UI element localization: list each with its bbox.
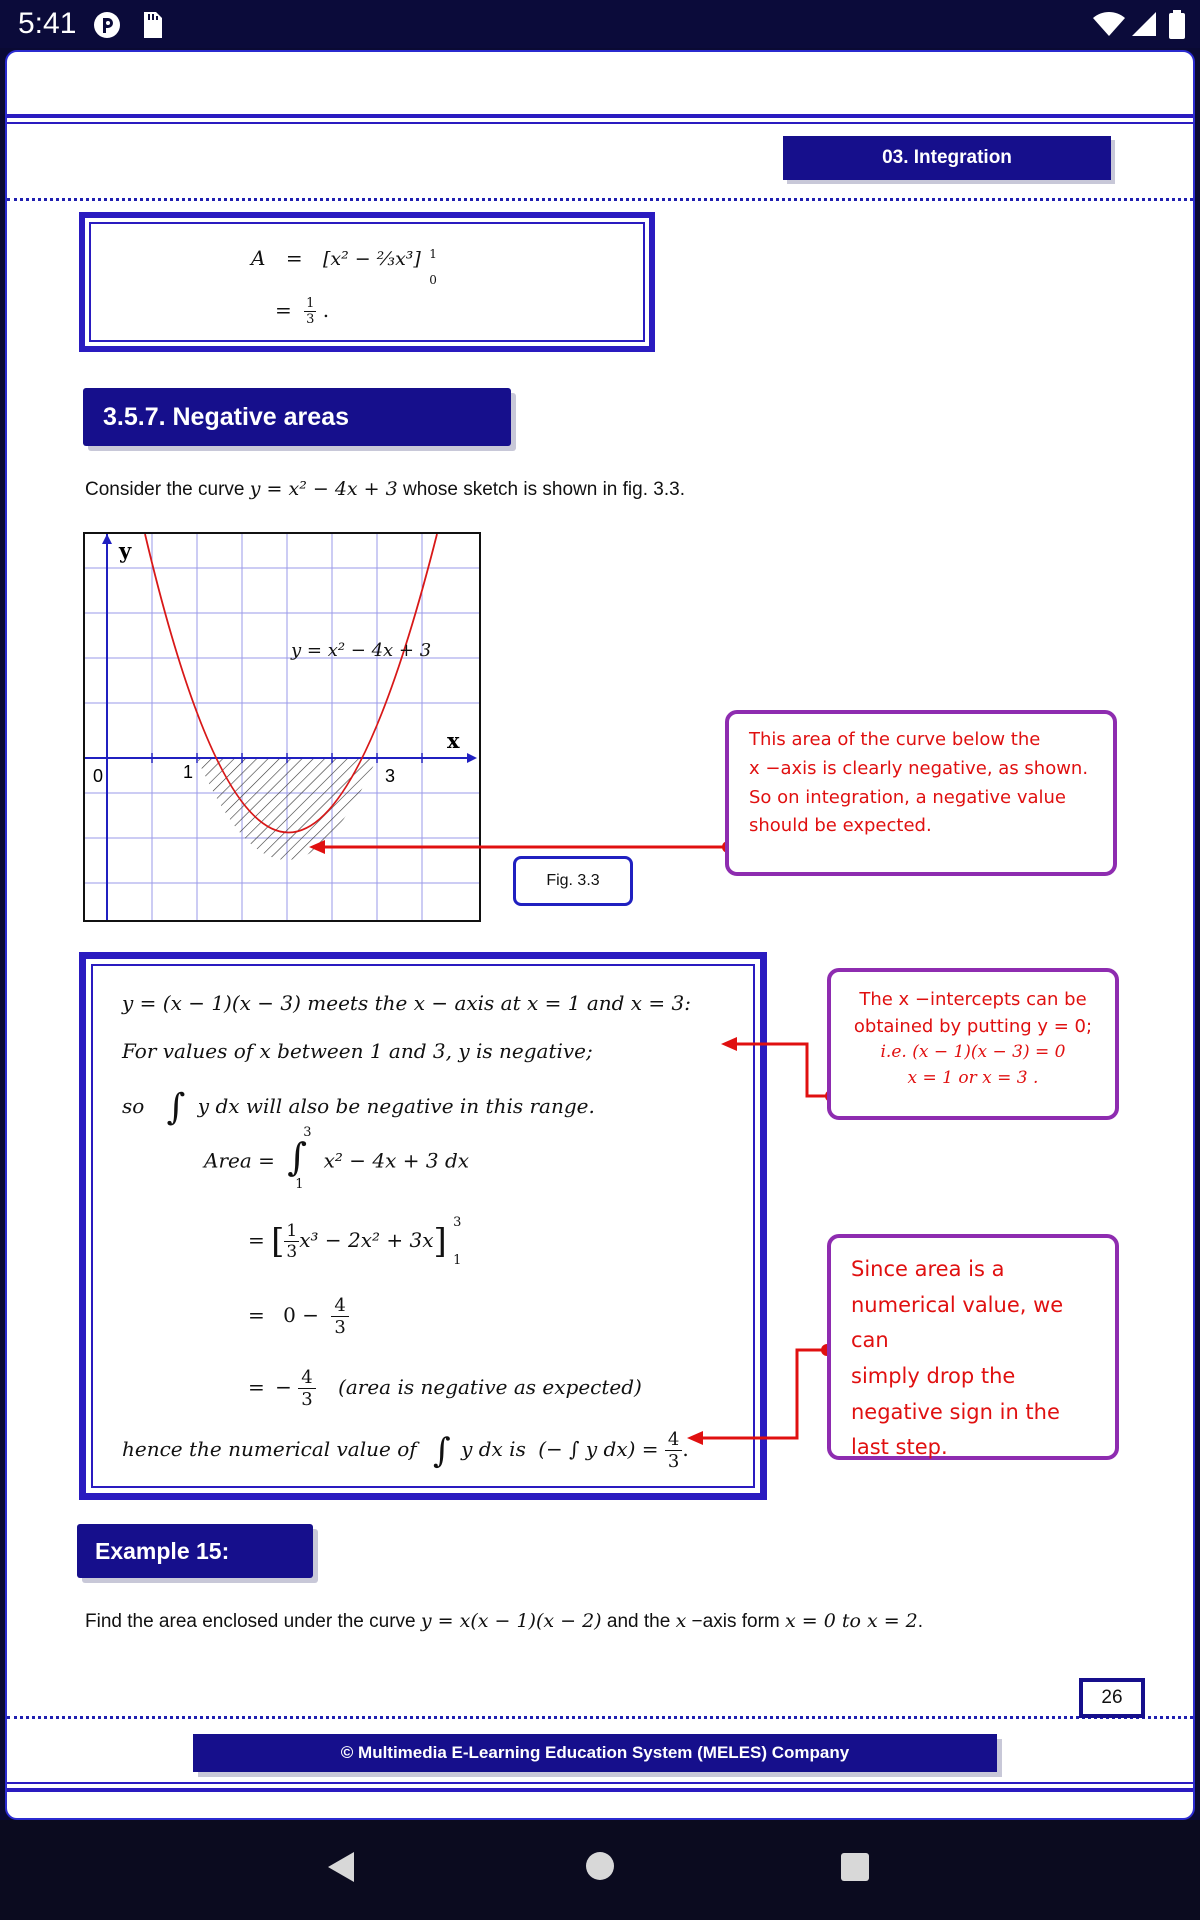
integrand: x² − 4x + 3 dx xyxy=(323,1148,470,1173)
header-rule xyxy=(7,114,1193,118)
area-symbol: A xyxy=(251,246,266,270)
footer-dotted-rule xyxy=(7,1716,1193,1720)
x-symbol: x xyxy=(675,1610,687,1632)
callout-line: numerical value, we can xyxy=(851,1292,1064,1353)
evaluation-line xyxy=(248,1295,349,1338)
footer-rule xyxy=(7,1782,1193,1784)
example-text-start: Find the area enclosed under the curve xyxy=(85,1611,421,1632)
fraction-numerator: 4 xyxy=(331,1295,348,1317)
origin-label: 0 xyxy=(93,766,104,786)
back-button[interactable] xyxy=(324,1850,358,1889)
tick-label-3: 3 xyxy=(385,766,396,786)
upper-limit: 3 xyxy=(303,1125,312,1140)
conclusion-paren: (− ∫ y dx) = xyxy=(538,1437,659,1461)
example-text-mid2: −axis form xyxy=(686,1611,786,1632)
result-line xyxy=(248,1367,642,1410)
callout-line: i.e. (x − 1)(x − 3) = 0 xyxy=(880,1042,1066,1062)
antiderivative-line: = [ $\frac{1}{3}$ x³ − 2x² + 3x] 3 1 xyxy=(248,1214,462,1268)
result-note: (area is negative as expected) xyxy=(338,1375,642,1399)
zero-minus: 0 − xyxy=(283,1303,319,1327)
working-box xyxy=(79,952,767,1500)
figure-label: Fig. 3.3 xyxy=(513,856,633,906)
intro-text: Consider the curve xyxy=(85,479,250,500)
home-icon xyxy=(584,1850,616,1882)
example-title: Example 15: xyxy=(77,1524,313,1578)
fraction-numerator: 1 xyxy=(286,1221,298,1241)
fraction-denominator: 3 xyxy=(286,1242,298,1262)
page-number: 26 xyxy=(1079,1678,1145,1718)
callout-line: This area of the curve below the xyxy=(749,729,1041,750)
y-axis-label: y xyxy=(119,538,132,563)
callout-line: So on integration, a negative value xyxy=(749,786,1066,808)
lower-limit: 0 xyxy=(429,273,437,287)
conclusion-line xyxy=(122,1429,689,1472)
status-time: 5:41 xyxy=(18,7,77,40)
fraction-numerator: 1 xyxy=(306,296,315,311)
lower-limit: 1 xyxy=(295,1177,304,1192)
bracket-expression: [x² − ⅔x³] xyxy=(322,248,421,270)
curve-label: y = x² − 4x + 3 xyxy=(291,640,432,661)
app-notification-icon xyxy=(92,10,122,45)
working-line-2: For values of x between 1 and 3, y is negative; xyxy=(122,1039,593,1063)
example-equation: y = x(x − 1)(x − 2) xyxy=(420,1610,602,1632)
equals-sign: = xyxy=(248,1375,265,1399)
fraction-denominator: 3 xyxy=(306,312,315,327)
intro-equation: y = x² − 4x + 3 xyxy=(249,478,398,500)
lower-limit: 1 xyxy=(453,1252,462,1268)
navigation-bar xyxy=(0,1820,1200,1920)
callout-line: obtained by putting y = 0; xyxy=(853,1016,1093,1037)
callout-drop-sign xyxy=(827,1234,1119,1460)
footer-rule-thick xyxy=(7,1788,1193,1792)
callout-line: last step. xyxy=(851,1435,948,1460)
callout-line: The x −intercepts can be xyxy=(859,989,1087,1010)
sd-card-icon xyxy=(140,10,164,45)
battery-icon xyxy=(1168,10,1186,45)
header-dotted-rule xyxy=(7,198,1193,202)
callout-negative-area xyxy=(725,710,1117,876)
fraction-numerator: 4 xyxy=(298,1367,315,1389)
fraction-numerator: 4 xyxy=(665,1429,682,1451)
antiderivative-expr: x³ − 2x² + 3x xyxy=(299,1228,434,1252)
equals-sign: = xyxy=(248,1303,265,1327)
integral-sign: ∫ xyxy=(166,1087,186,1128)
recents-icon xyxy=(840,1852,870,1882)
header-rule-thin xyxy=(7,122,1193,124)
fraction-denominator: 3 xyxy=(334,1317,346,1338)
example-text xyxy=(85,1610,923,1633)
working-line-1: y = (x − 1)(x − 3) meets the x − axis at x = 1 and x = 3: xyxy=(122,991,692,1015)
so-text: so xyxy=(122,1094,145,1118)
back-icon xyxy=(324,1850,358,1884)
curve-graph xyxy=(83,532,481,922)
callout-line: x = 1 or x = 3 . xyxy=(907,1067,1039,1088)
callout-intercepts xyxy=(827,968,1119,1120)
recents-button[interactable] xyxy=(840,1852,870,1887)
intro-text-end: whose sketch is shown in fig. 3.3. xyxy=(397,479,685,500)
equals-sign: = xyxy=(285,246,303,270)
fraction-denominator: 3 xyxy=(301,1389,313,1410)
signal-icon xyxy=(1130,10,1158,43)
wifi-icon xyxy=(1092,10,1126,43)
callout-line: should be expected. xyxy=(749,815,932,837)
grid-lines xyxy=(85,534,479,920)
callout-line: negative sign in the xyxy=(851,1399,1060,1424)
intro-paragraph xyxy=(85,478,685,501)
graph-svg xyxy=(85,534,479,920)
callout-line: x −axis is clearly negative, as shown. xyxy=(749,757,1089,779)
area-integral xyxy=(204,1125,470,1192)
x-axis-label: x xyxy=(447,728,460,753)
callout-line: simply drop the xyxy=(851,1364,1016,1389)
minus-sign: − xyxy=(275,1375,292,1399)
section-title: 3.5.7. Negative areas xyxy=(83,388,511,446)
integral-sign: ∫ xyxy=(433,1430,451,1471)
conclusion-mid: y dx is xyxy=(461,1437,526,1461)
integral-sign: ∫ xyxy=(287,1135,308,1179)
callout1-arrow xyxy=(307,832,737,862)
home-button[interactable] xyxy=(584,1850,616,1887)
period: . xyxy=(322,298,330,322)
callout3-arrow xyxy=(685,1336,835,1456)
example-text-mid: and the xyxy=(601,1611,676,1632)
chapter-tab: 03. Integration xyxy=(783,136,1111,180)
area-label: Area = xyxy=(204,1148,275,1173)
callout2-arrow xyxy=(719,1030,839,1110)
tick-label-1: 1 xyxy=(183,762,194,782)
upper-limit: 3 xyxy=(453,1214,462,1230)
line3-rest: y dx will also be negative in this range. xyxy=(197,1094,595,1118)
working-line-3 xyxy=(122,1087,595,1128)
equals-sign: = xyxy=(248,1228,265,1252)
example-text-end: . xyxy=(917,1611,924,1632)
upper-limit: 1 xyxy=(429,247,437,261)
status-bar xyxy=(0,0,1200,48)
period: . xyxy=(682,1437,689,1461)
fraction-denominator: 3 xyxy=(667,1451,680,1472)
conclusion-text: hence the numerical value of xyxy=(122,1437,417,1461)
document-page[interactable] xyxy=(5,50,1195,1820)
equals-sign: = xyxy=(275,298,292,322)
footer-banner: © Multimedia E-Learning Education System (MELES) Company xyxy=(193,1734,997,1772)
callout-line: Since area is a xyxy=(851,1257,1005,1281)
area-result-box xyxy=(79,212,655,352)
example-range: x = 0 to x = 2 xyxy=(785,1610,918,1632)
